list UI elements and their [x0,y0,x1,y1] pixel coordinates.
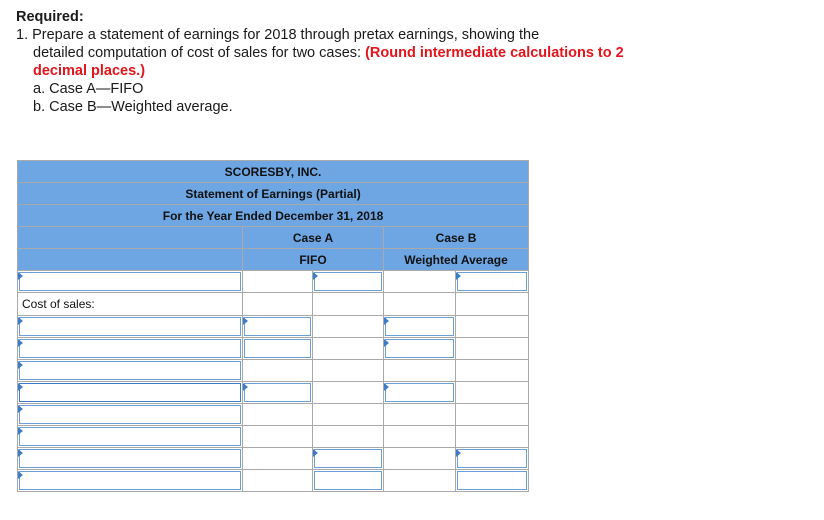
dropdown-marker-icon [243,383,248,391]
amount-input[interactable] [245,384,310,401]
cost-of-sales-label: Cost of sales: [18,293,243,316]
header-row-cases [18,227,529,249]
table-row [18,426,529,448]
requirement-item-1-text: 1. Prepare a statement of earnings for 2018 through pretax earnings, showing the [16,27,540,43]
required-heading: Required: [16,9,84,25]
requirements-block [16,8,646,116]
amount-input[interactable] [386,318,453,335]
header-row-title [18,183,529,205]
case-b-total-cell[interactable] [456,271,529,293]
column-case-b: Case B [384,227,529,249]
amount-input[interactable] [458,273,526,290]
table-row [18,271,529,293]
case-b-total-cell[interactable] [456,470,529,492]
label-input[interactable] [20,428,240,445]
table-row [18,470,529,492]
amount-input[interactable] [315,472,381,489]
rounding-note: (Round intermediate calculations to 2 decimal places.) [33,45,624,79]
label-select-cell[interactable] [18,271,243,293]
case-a-total-cell[interactable] [313,448,384,470]
dropdown-marker-icon [384,383,389,391]
column-method-a: FIFO [243,249,384,271]
table-row [18,360,529,382]
table-row [18,338,529,360]
label-input[interactable] [20,340,240,357]
case-b-detail-cell[interactable] [384,316,456,338]
amount-input[interactable] [386,384,453,401]
column-method-b: Weighted Average [384,249,529,271]
label-input[interactable] [20,318,240,335]
dropdown-marker-icon [18,427,23,435]
label-select-cell[interactable] [18,448,243,470]
dropdown-marker-icon [18,383,23,391]
header-row-period [18,205,529,227]
label-input[interactable] [20,362,240,379]
dropdown-marker-icon [243,317,248,325]
label-input[interactable] [20,384,240,401]
amount-input[interactable] [245,340,310,357]
amount-input[interactable] [315,273,381,290]
dropdown-marker-icon [18,449,23,457]
case-a-total-cell[interactable] [313,470,384,492]
dropdown-marker-icon [313,449,318,457]
amount-input[interactable] [315,450,381,467]
dropdown-marker-icon [18,471,23,479]
company-name: SCORESBY, INC. [18,161,529,183]
label-select-cell[interactable] [18,382,243,404]
dropdown-marker-icon [18,405,23,413]
amount-input[interactable] [458,450,526,467]
dropdown-marker-icon [384,317,389,325]
dropdown-marker-icon [18,317,23,325]
requirement-item-1 [16,26,646,44]
label-select-cell[interactable] [18,316,243,338]
dropdown-marker-icon [384,339,389,347]
label-input[interactable] [20,406,240,423]
amount-input[interactable] [458,472,526,489]
label-select-cell[interactable] [18,404,243,426]
label-select-cell[interactable] [18,338,243,360]
case-b-total-cell[interactable] [456,448,529,470]
case-a-detail-cell[interactable] [243,382,313,404]
column-case-a: Case A [243,227,384,249]
table-row [18,316,529,338]
statement-title: Statement of Earnings (Partial) [18,183,529,205]
header-row-methods [18,249,529,271]
label-select-cell[interactable] [18,470,243,492]
earnings-statement-table [17,160,529,492]
case-a-detail-cell[interactable] [243,338,313,360]
dropdown-marker-icon [456,272,461,280]
dropdown-marker-icon [18,339,23,347]
statement-period: For the Year Ended December 31, 2018 [18,205,529,227]
table-row [18,404,529,426]
dropdown-marker-icon [18,272,23,280]
amount-input[interactable] [386,340,453,357]
dropdown-marker-icon [456,449,461,457]
table-row [18,448,529,470]
header-row-company [18,161,529,183]
label-input[interactable] [20,273,240,290]
table-row [18,382,529,404]
case-a-detail-cell[interactable] [243,316,313,338]
case-b-item: b. Case B—Weighted average. [33,99,233,115]
label-select-cell[interactable] [18,426,243,448]
label-input[interactable] [20,450,240,467]
dropdown-marker-icon [313,272,318,280]
case-a-item: a. Case A—FIFO [33,81,144,97]
case-a-total-cell[interactable] [313,271,384,293]
requirement-item-1-cont-text: detailed computation of cost of sales for two cases: [33,45,366,61]
case-b-detail-cell[interactable] [384,338,456,360]
table-row [18,293,529,316]
label-input[interactable] [20,472,240,489]
dropdown-marker-icon [18,361,23,369]
case-b-detail-cell[interactable] [384,382,456,404]
amount-input[interactable] [245,318,310,335]
requirement-item-1-continued [16,44,646,80]
label-select-cell[interactable] [18,360,243,382]
